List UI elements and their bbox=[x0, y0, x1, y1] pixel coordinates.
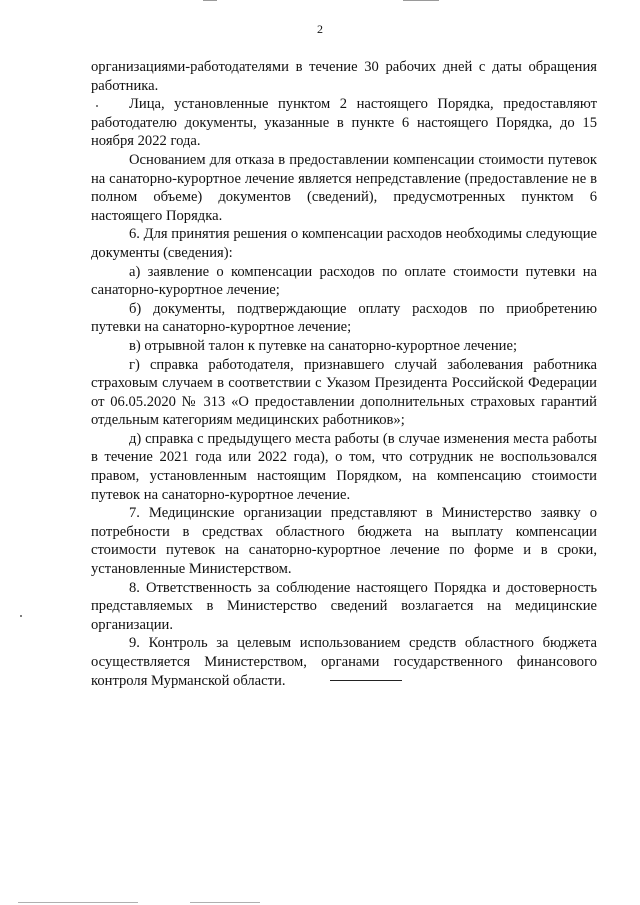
scan-edge-mark bbox=[203, 0, 217, 1]
paragraph-continuation: организациями-работодателями в течение 30 рабочих дней с даты обращения работника. bbox=[91, 59, 597, 94]
paragraph-item-8: 8. Ответственность за соблюдение настоящего Порядка и достоверность представляемых в Министерство сведений возлагается на медицинские организации. bbox=[91, 579, 597, 633]
paragraph-deadline: Лица, установленные пунктом 2 настоящего Порядка, предоставляют работодателю документы, указанные в пункте 6 настоящего Порядка, до 15 ноября 2022 года. bbox=[91, 96, 597, 150]
scan-speck bbox=[20, 615, 22, 617]
document-end-line bbox=[330, 680, 402, 681]
scan-edge-mark bbox=[190, 902, 260, 903]
paragraph-item-6d: д) справка с предыдущего места работы (в случае изменения места работы в течение 2021 года или 2022 года), о том, что сотрудник не воспользовался правом, установленным настоящим Порядком, на компенсацию стоимости путевок на санаторно-курортное лечение. bbox=[91, 430, 597, 503]
scan-edge-mark bbox=[403, 0, 439, 1]
paragraph-item-6g: г) справка работодателя, признавшего случай заболевания работника страховым случаем в соответствии с Указом Президента Российской Федерации от 06.05.2020 № 313 «О предоставлении дополнительных страховых гарантий отдельным категориям медицинских работников»; bbox=[91, 356, 597, 429]
paragraph-item-6: 6. Для принятия решения о компенсации расходов необходимы следующие документы (сведения): bbox=[91, 226, 597, 261]
page-number: 2 bbox=[317, 22, 323, 36]
paragraph-item-9: 9. Контроль за целевым использованием средств областного бюджета осуществляется Министерством, органами государственного финансового контроля Мурманской области. bbox=[91, 635, 597, 689]
scan-edge-mark bbox=[18, 902, 138, 903]
paragraph-item-6a: а) заявление о компенсации расходов по оплате стоимости путевки на санаторно-курортное лечение; bbox=[91, 263, 597, 299]
paragraph-item-7: 7. Медицинские организации представляют в Министерство заявку о потребности в средствах областного бюджета на выплату компенсации стоимости путевок на санаторно-курортное лечение по форме и в сроки, установленные Министерством. bbox=[91, 505, 597, 578]
paragraph-item-6b: б) документы, подтверждающие оплату расходов по приобретению путевки на санаторно-курортное лечение; bbox=[91, 300, 597, 336]
paragraph-refusal-grounds: Основанием для отказа в предоставлении компенсации стоимости путевок на санаторно-курортное лечение является непредставление (предоставление не в полном объеме) документов (сведений), предусмотренных пунктом 6 настоящего Порядка. bbox=[91, 151, 597, 224]
paragraph-item-6v: в) отрывной талон к путевке на санаторно-курортное лечение; bbox=[129, 337, 518, 354]
document-body bbox=[91, 58, 597, 690]
scan-speck bbox=[96, 105, 98, 107]
